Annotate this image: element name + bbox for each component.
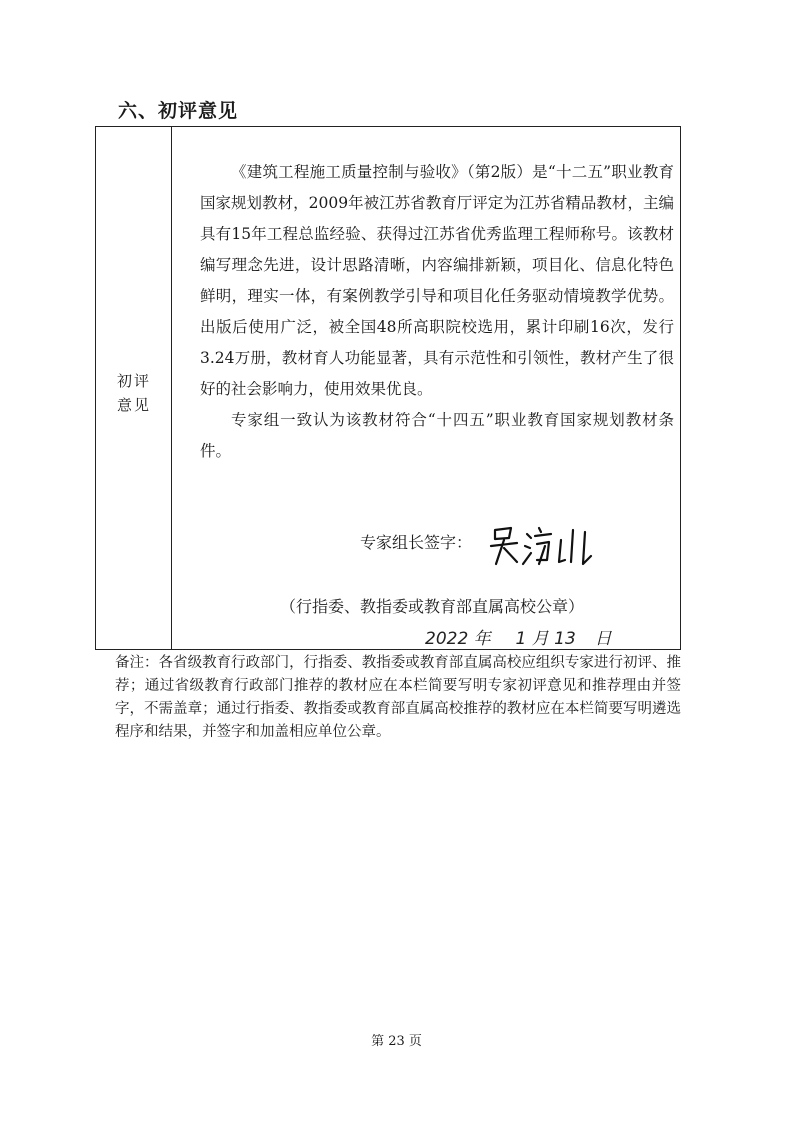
date-month: 1 bbox=[515, 629, 527, 649]
date-day-unit: 日 bbox=[594, 629, 612, 649]
seal-note: （行指委、教指委或教育部直属高校公章） bbox=[280, 597, 585, 616]
row-label-line-1: 初评 bbox=[116, 372, 151, 390]
date-day: 13 bbox=[554, 629, 576, 649]
date-year-unit: 年 bbox=[473, 629, 491, 649]
date-month-unit: 月 bbox=[531, 629, 549, 649]
handwritten-signature bbox=[487, 520, 597, 570]
opinion-paragraph-2: 专家组一致认为该教材符合“十四五”职业教育国家规划教材条件。 bbox=[200, 411, 674, 460]
row-label bbox=[96, 369, 172, 417]
section-title: 六、初评意见 bbox=[118, 100, 239, 122]
opinion-body bbox=[200, 157, 674, 467]
review-table bbox=[95, 126, 681, 650]
date-year: 2022 bbox=[425, 629, 469, 649]
page-number: 第 23 页 bbox=[371, 1034, 422, 1049]
signing-date bbox=[425, 624, 612, 649]
row-label-cell bbox=[96, 127, 172, 649]
signature-label: 专家组长签字： bbox=[360, 533, 473, 552]
opinion-paragraph-1: 《建筑工程施工质量控制与验收》（第2版）是“十二五”职业教育国家规划教材，2009年被江苏省教育厅评定为江苏省精品教材，主编具有15年工程总监经验、获得过江苏省优秀监理工程师称号。该教材编写理念先进，设计思路清晰，内容编排新颖，项目化、信息化特色鲜明，理实一体，有案例教学引导和项目化任务驱动情境教学优势。出版后使用广泛，被全国48所高职院校选用，累计印刷16次，发行3.24万册，教材育人功能显著，具有示范性和引领性，教材产生了很好的社会影响力，使用效果优良。 bbox=[200, 163, 674, 398]
remarks-note: 备注：各省级教育行政部门，行指委、教指委或教育部直属高校应组织专家进行初评、推荐；通过省级教育行政部门推荐的教材应在本栏简要写明专家初评意见和推荐理由并签字，不需盖章；通过行指委、教指委或教育部直属高校推荐的教材应在本栏简要写明遴选程序和结果，并签字和加盖相应单位公章。 bbox=[115, 655, 681, 740]
row-label-line-2: 意见 bbox=[116, 396, 151, 414]
